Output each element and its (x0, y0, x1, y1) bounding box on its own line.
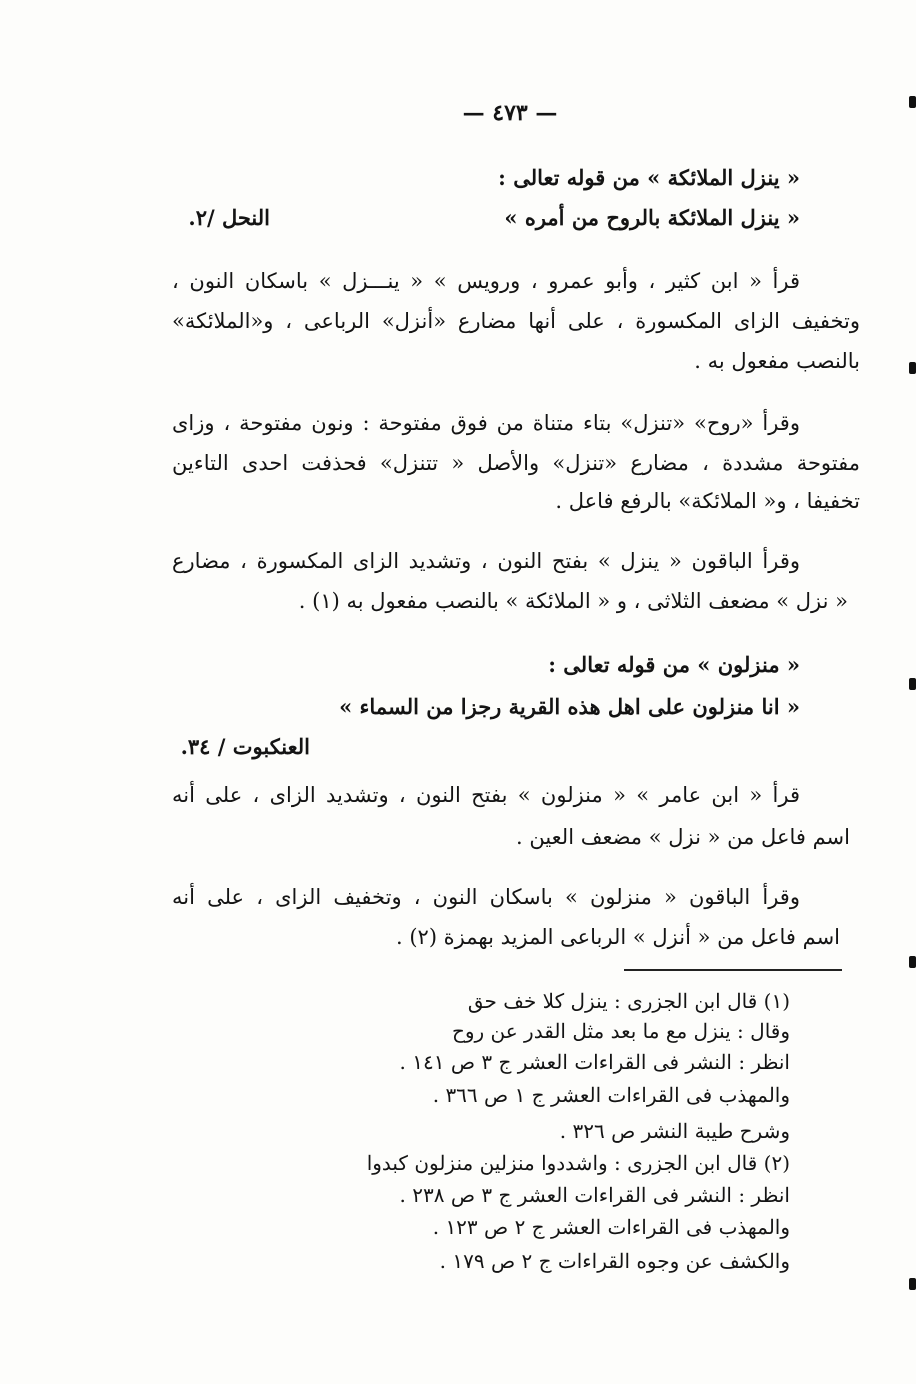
paragraph-line: بالنصب مفعول به . (694, 349, 860, 373)
footnote-line: والكشف عن وجوه القراءات ج ٢ ص ١٧٩ . (439, 1249, 790, 1273)
paragraph-line: مفتوحة مشددة ، مضارع «تنزل» والأصل « تتنزل» فحذفت احدى التاءين (172, 451, 860, 475)
paragraph-line: وقرأ الباقون « منزلون » باسكان النون ، وتخفيف الزاى ، على أنه (172, 885, 800, 909)
paragraph-line: اسم فاعل من « نزل » مضعف العين . (516, 825, 850, 849)
paragraph-line: وقرأ «روح» «تنزل» بتاء متناة من فوق مفتوحة : ونون مفتوحة ، وزاى (172, 411, 800, 435)
scan-edge-mark (909, 362, 916, 374)
footnote-line: انظر : النشر فى القراءات العشر ج ٣ ص ٢٣٨ . (399, 1183, 790, 1207)
page-number: — ٤٧٣ — (462, 100, 558, 126)
scan-edge-mark (909, 1278, 916, 1290)
paragraph-line: اسم فاعل من « أنزل » الرباعى المزيد بهمزة (٢) . (395, 925, 840, 949)
footnote-separator (624, 969, 842, 971)
scan-edge-mark (909, 956, 916, 968)
footnote-line: (٢) قال ابن الجزرى : واشددوا منزلين منزلون كبدوا (366, 1151, 790, 1175)
footnote-line: وقال : ينزل مع ما بعد مثل القدر عن روح (451, 1019, 790, 1043)
paragraph-line: وقرأ الباقون « ينزل » بفتح النون ، وتشديد الزاى المكسورة ، مضارع (172, 549, 800, 573)
verse-citation: العنكبوت / ٣٤. (180, 734, 310, 759)
paragraph-line: « نزل » مضعف الثلاثى ، و « الملائكة » بالنصب مفعول به (١) . (298, 589, 848, 613)
footnote-line: انظر : النشر فى القراءات العشر ج ٣ ص ١٤١ . (399, 1050, 790, 1074)
footnote-line: والمهذب فى القراءات العشر ج ٢ ص ١٢٣ . (432, 1215, 790, 1239)
verse-citation: النحل /٢. (188, 205, 270, 230)
paragraph-line: قرأ « ابن كثير ، وأبو عمرو ، ورويس » « ينـــزل » باسكان النون ، (172, 269, 800, 293)
quran-verse: « ينزل الملائكة بالروح من أمره » (504, 205, 800, 230)
footnote-line: والمهذب فى القراءات العشر ج ١ ص ٣٦٦ . (432, 1083, 790, 1107)
scan-edge-mark (909, 96, 916, 108)
quran-verse: « انا منزلون على اهل هذه القرية رجزا من السماء » (339, 694, 800, 719)
scan-edge-mark (909, 678, 916, 690)
footnote-line: (١) قال ابن الجزرى : ينزل كلا خف حق (467, 989, 790, 1013)
section-heading: « منزلون » من قوله تعالى : (548, 652, 800, 677)
paragraph-line: وتخفيف الزاى المكسورة ، على أنها مضارع «أنزل» الرباعى ، و«الملائكة» (172, 309, 860, 333)
footnote-line: وشرح طيبة النشر ص ٣٢٦ . (559, 1119, 790, 1143)
paragraph-line: تخفيفا ، و« الملائكة» بالرفع فاعل . (555, 489, 860, 513)
paragraph-line: قرأ « ابن عامر » « منزلون » بفتح النون ، وتشديد الزاى ، على أنه (172, 783, 800, 807)
section-heading: « ينزل الملائكة » من قوله تعالى : (498, 165, 800, 190)
